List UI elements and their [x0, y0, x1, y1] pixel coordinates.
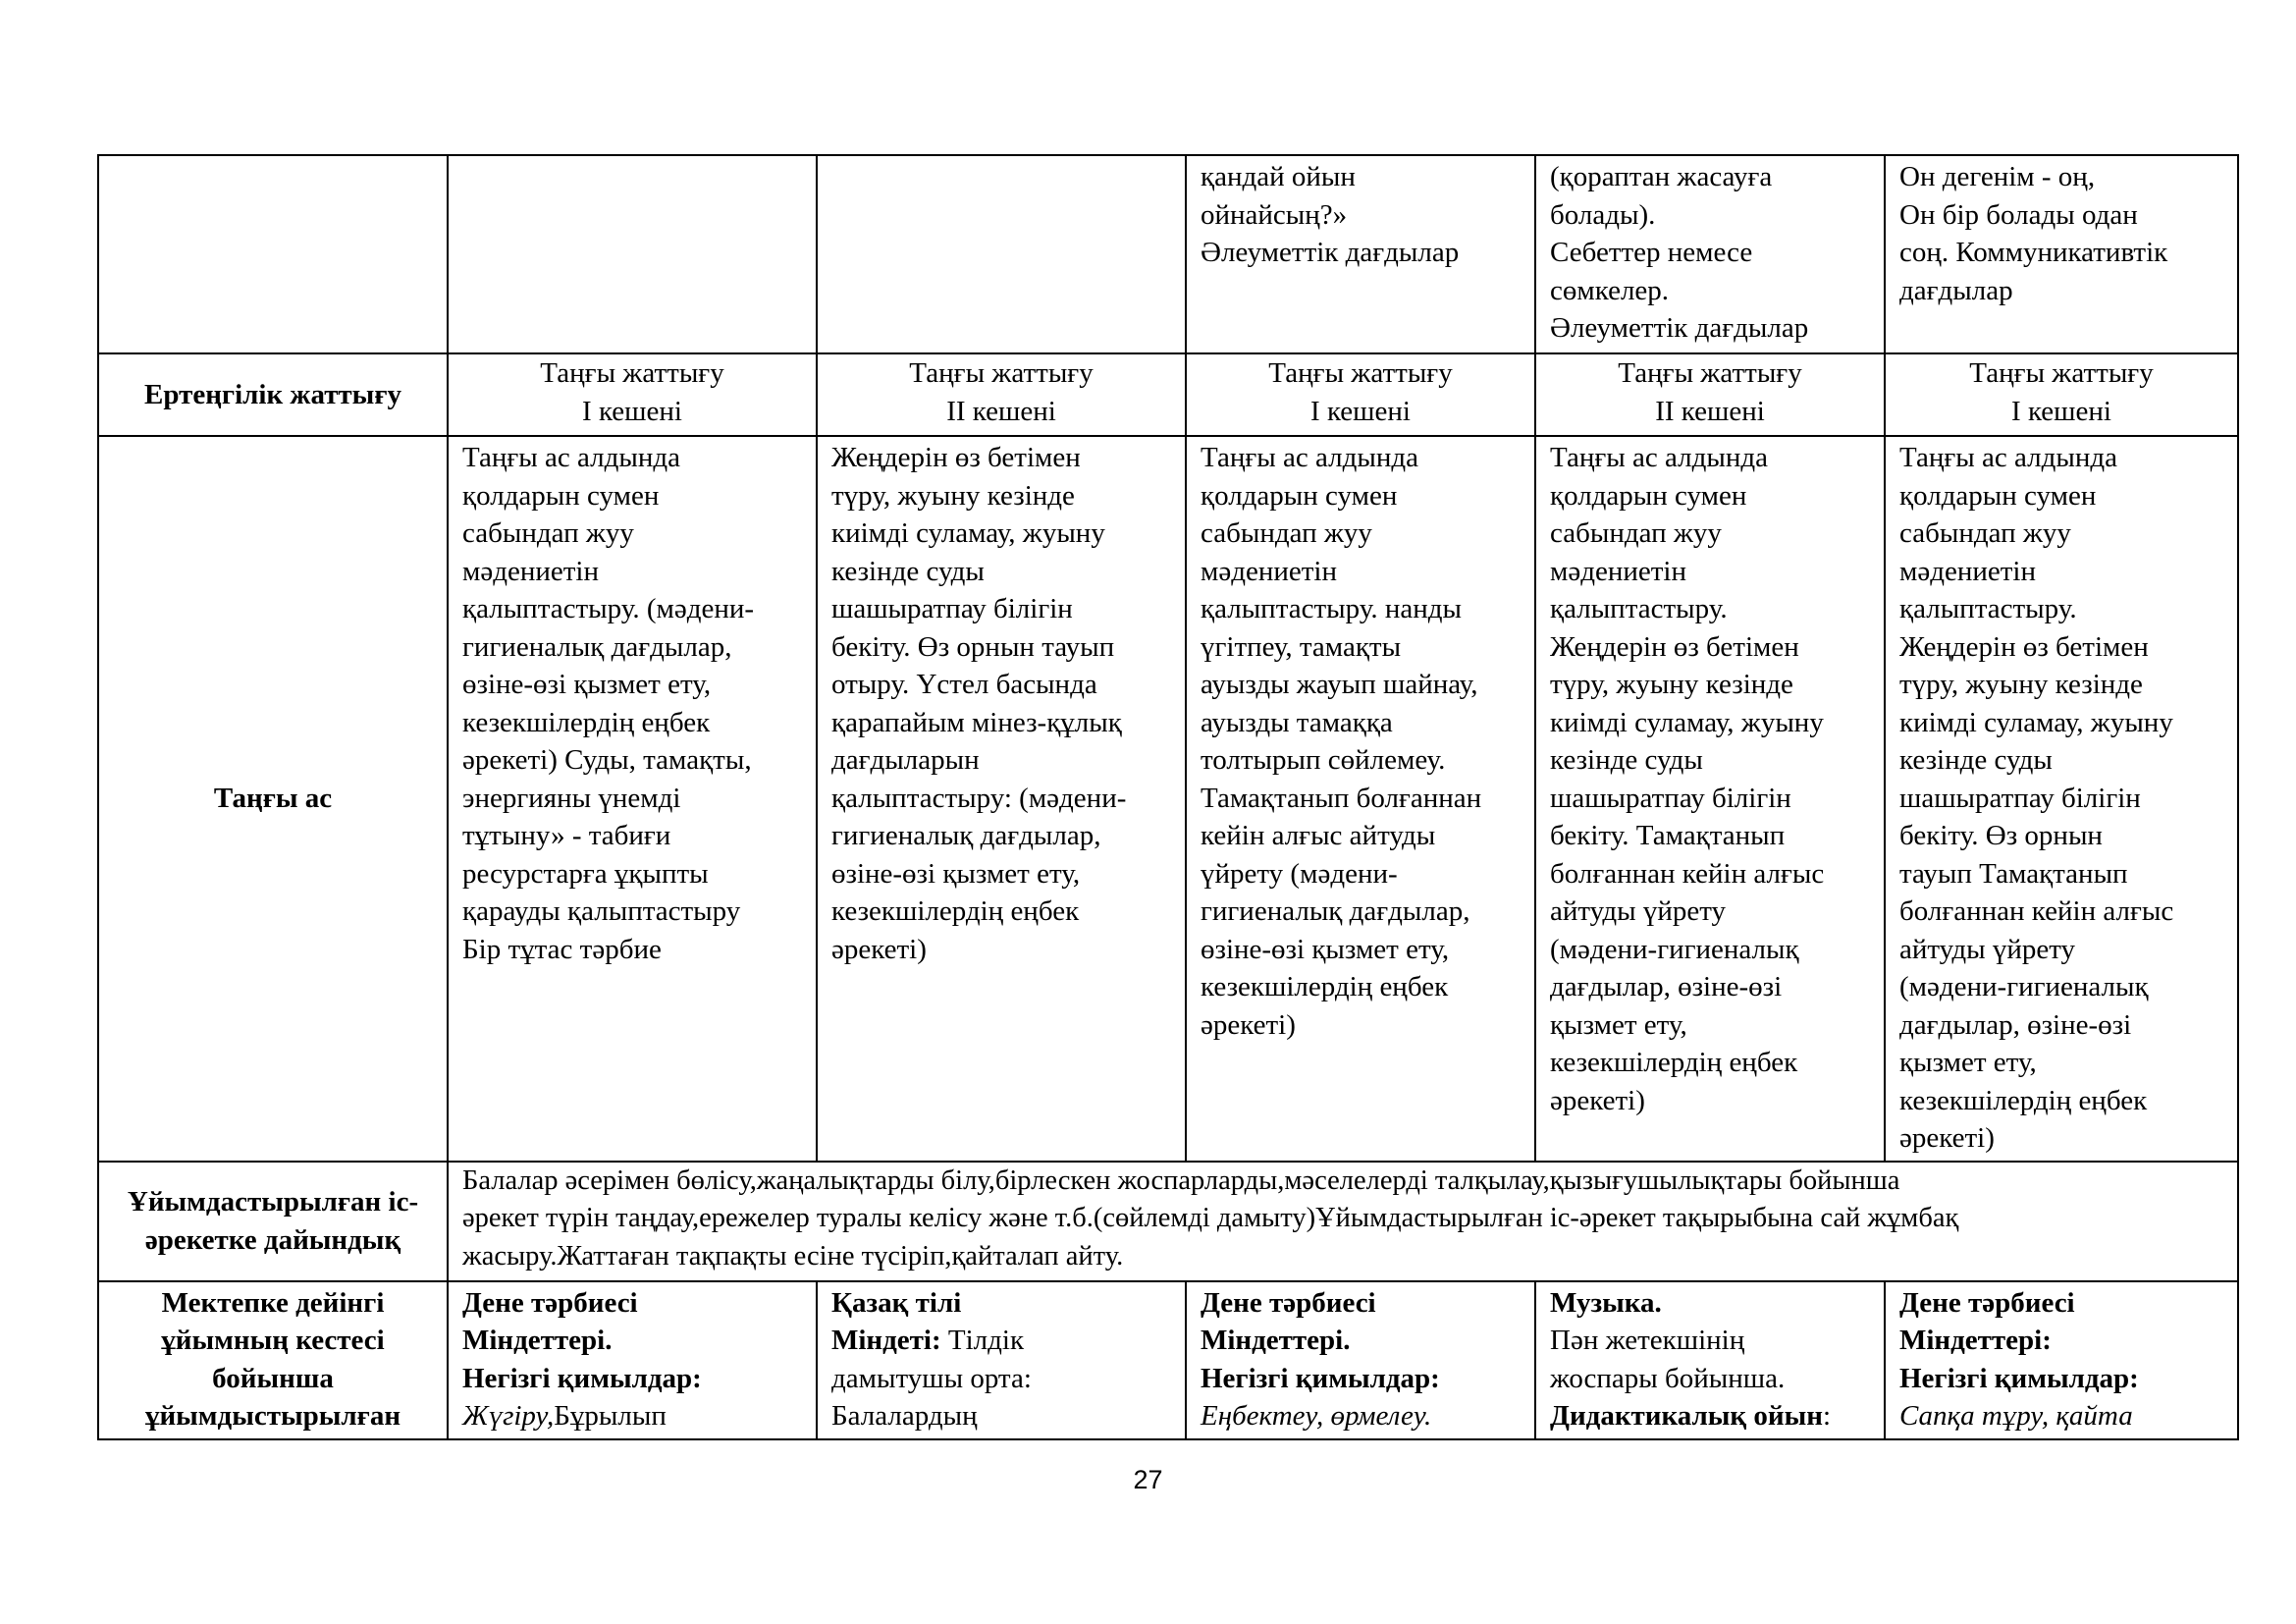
- table-cell: Жеңдерін өз бетімен түру, жуыну кезінде киімді суламау, жуыну кезінде суды шашыратпау білігін бекіту. Өз орнын тауып отыру. Үстел басында қарапайым мінез-құлық дағдыларын қалыптастыру: (мәдени- гигиеналық дағдылар, өзіне-өзі қызмет ету, кезекшілердің еңбек әрекеті): [817, 436, 1186, 1162]
- detail-text: Балалардың: [831, 1400, 978, 1432]
- subject-title: Дене тәрбиесі: [1201, 1286, 1376, 1319]
- table-cell: Таңғы жаттығу І кешені: [1885, 353, 2238, 436]
- row-label-organized-activity: Мектепке дейінгі ұйымның кестесі бойынша ұйымдыстырылған: [98, 1281, 448, 1439]
- tasks-label: Міндеттері:: [1899, 1325, 2052, 1356]
- table-row: [98, 1281, 2238, 1439]
- table-cell: [1535, 1281, 1885, 1439]
- table-cell: Таңғы жаттығу І кешені: [448, 353, 817, 436]
- table-cell: Таңғы ас алдында қолдарын сумен сабындап жуу мәдениетін қалыптастыру. нанды үгітпеу, тамақты ауызды жауып шайнау, ауызды тамаққа толтырып сөйлемеу. Тамақтанып болғаннан кейін алғыс айтуды үйрету (мәдени- гигиеналық дағдылар, өзіне-өзі қызмет ету, кезекшілердің еңбек әрекеті): [1186, 436, 1535, 1162]
- daily-plan-table: [97, 154, 2239, 1440]
- game-suffix: :: [1822, 1400, 1832, 1432]
- tasks-text: Тілдік: [940, 1325, 1025, 1356]
- table-row: [98, 1162, 2238, 1281]
- moves-label: Негізгі қимылдар:: [462, 1362, 702, 1394]
- table-cell: [1885, 1281, 2238, 1439]
- table-cell: [817, 155, 1186, 353]
- table-cell: [817, 1281, 1186, 1439]
- detail-text: Жүгіру,: [462, 1400, 555, 1432]
- table-row: [98, 436, 2238, 1162]
- table-cell: [448, 1281, 817, 1439]
- table-cell: Таңғы жаттығу ІІ кешені: [817, 353, 1186, 436]
- tasks-label: Міндеттері.: [462, 1325, 613, 1356]
- tasks-label: Міндеттері.: [1201, 1325, 1351, 1356]
- detail-text: Еңбектеу, өрмелеу.: [1201, 1400, 1432, 1432]
- detail-text: Пән жетекшінің: [1550, 1325, 1745, 1356]
- detail-text: Сапқа тұру, қайта: [1899, 1400, 2133, 1432]
- table-cell: Таңғы ас алдында қолдарын сумен сабындап жуу мәдениетін қалыптастыру. (мәдени- гигиеналық дағдылар, өзіне-өзі қызмет ету, кезекшілердің еңбек әрекеті) Суды, тамақты, энергияны үнемді тұтыну» - табиғи ресурстарға ұқыпты қарауды қалыптастыру Бір тұтас тәрбие: [448, 436, 817, 1162]
- row-label-activity-preparation: Ұйымдастырылған іс- әрекетке дайындық: [98, 1162, 448, 1281]
- game-label: Дидактикалық ойын: [1550, 1400, 1823, 1432]
- table-cell: Таңғы жаттығу ІІ кешені: [1535, 353, 1885, 436]
- page-number: 27: [1133, 1465, 1163, 1494]
- table-row: [98, 155, 2238, 353]
- table-cell: қандай ойын ойнайсың?» Әлеуметтік дағдылар: [1186, 155, 1535, 353]
- moves-label: Негізгі қимылдар:: [1899, 1362, 2139, 1394]
- table-cell: Он дегенім - оң, Он бір болады одан соң. Коммуникативтік дағдылар: [1885, 155, 2238, 353]
- row-label-breakfast: Таңғы ас: [98, 436, 448, 1162]
- subject-title: Қазақ тілі: [831, 1286, 962, 1319]
- subject-title: Дене тәрбиесі: [462, 1286, 638, 1319]
- table-cell: Таңғы жаттығу І кешені: [1186, 353, 1535, 436]
- table-cell: [448, 155, 817, 353]
- detail-text: Бұрылып: [554, 1400, 667, 1432]
- row-label-morning-exercise: Ертеңгілік жаттығу: [98, 353, 448, 436]
- detail-text: дамытушы орта:: [831, 1362, 1032, 1394]
- table-cell: (қораптан жасауға болады). Себеттер немесе сөмкелер. Әлеуметтік дағдылар: [1535, 155, 1885, 353]
- table-cell: Таңғы ас алдында қолдарын сумен сабындап жуу мәдениетін қалыптастыру. Жеңдерін өз бетімен түру, жуыну кезінде киімді суламау, жуыну кезінде суды шашыратпау білігін бекіту. Тамақтанып болғаннан кейін алғыс айтуды үйрету (мәдени-гигиеналық дағдылар, өзіне-өзі қызмет ету, кезекшілердің еңбек әрекеті): [1535, 436, 1885, 1162]
- table-cell: Балалар әсерімен бөлісу,жаңалықтарды білу,бірлескен жоспарларды,мәселелерді талқылау,қызығушылықтары бойынша әрекет түрін таңдау,ережелер туралы келісу және т.б.(сөйлемді дамыту)Ұйымдастырылған іс-әрекет тақырыбына сай жұмбақ жасыру.Жаттаған тақпақты есіне түсіріп,қайталап айту.: [448, 1162, 2238, 1281]
- subject-title: Дене тәрбиесі: [1899, 1286, 2075, 1319]
- detail-text: жоспары бойынша.: [1550, 1362, 1786, 1394]
- table-cell: [1186, 1281, 1535, 1439]
- table-cell: Таңғы ас алдында қолдарын сумен сабындап жуу мәдениетін қалыптастыру. Жеңдерін өз бетімен түру, жуыну кезінде киімді суламау, жуыну кезінде суды шашыратпау білігін бекіту. Өз орнын тауып Тамақтанып болғаннан кейін алғыс айтуды үйрету (мәдени-гигиеналық дағдылар, өзіне-өзі қызмет ету, кезекшілердің еңбек әрекеті): [1885, 436, 2238, 1162]
- tasks-label: Міндеті:: [831, 1325, 941, 1356]
- table-row: [98, 353, 2238, 436]
- table-cell: [98, 155, 448, 353]
- subject-title: Музыка.: [1550, 1286, 1662, 1319]
- moves-label: Негізгі қимылдар:: [1201, 1362, 1440, 1394]
